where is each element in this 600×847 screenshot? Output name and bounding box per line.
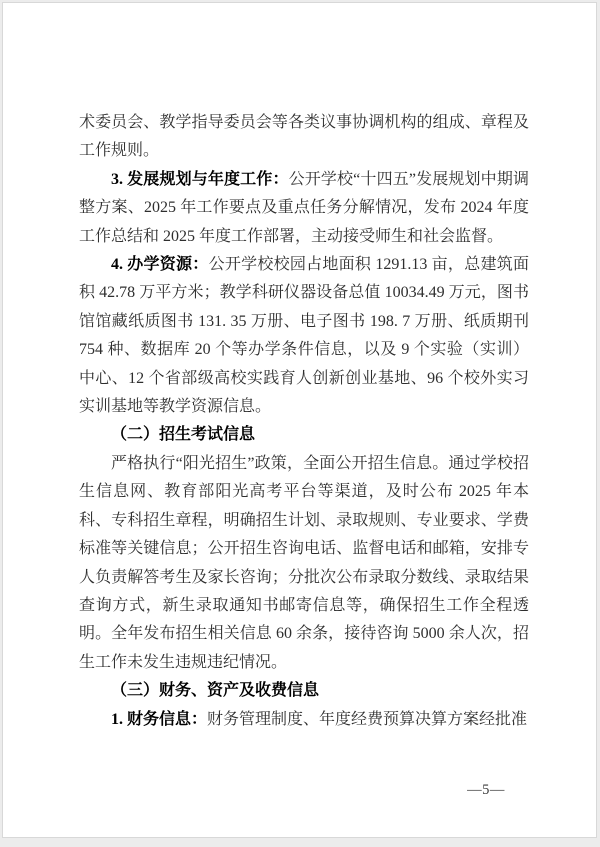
paragraph-text: 财务管理制度、年度经费预算决算方案经批准 [207,710,528,728]
paragraph-lead: 1. 财务信息： [111,710,208,728]
paragraph-text: 公开学校“十四五”发展规划中期调整方案、2025 年工作要点及重点任务分解情况，发布 2024 年度工作总结和 2025 年度工作部署，主动接受师生和社会监督。 [79,170,529,245]
paragraph-development-planning [79,166,529,251]
document-page [2,2,597,838]
page-body-text [79,109,529,734]
paragraph-finance-info [79,706,529,734]
paragraph-text: 公开学校校园占地面积 1291.13 亩，总建筑面积 42.78 万平方米；教学科研仪器设备总值 10034.49 万元，图书馆馆藏纸质图书 131. 35 万册、电子图书 198. 7 万册、纸质期刊 754 种、数据库 20 个等办学条件信息，以及 9 个实验（实训）中心、12 个省部级高校实践育人创新创业基地、96 个校外实习实训基地等教学资源信息。 [79,256,529,416]
paragraph-text: 严格执行“阳光招生”政策，全面公开招生信息。通过学校招生信息网、教育部阳光高考平台等渠道，及时公布 2025 年本科、专科招生章程，明确招生计划、录取规则、专业要求、学费标准等关键信息；公开招生咨询电话、监督电话和邮箱，安排专人负责解答考生及家长咨询；分批次公布录取分数线、录取结果查询方式，新生录取通知书邮寄信息等，确保招生工作全程透明。全年发布招生相关信息 60 余条，接待咨询 5000 余人次，招生工作未发生违规违纪情况。 [79,454,529,671]
page-number: —5— [467,782,505,798]
paragraph-governance-continuation [79,109,529,166]
paragraph-lead: 3. 发展规划与年度工作： [111,170,289,188]
paragraph-lead: 4. 办学资源： [111,256,209,274]
paragraph-text: 术委员会、教学指导委员会等各类议事协调机构的组成、章程及工作规则。 [79,114,529,160]
paragraph-school-resources [79,251,529,421]
heading-finance-assets-fees: （三）财务、资产及收费信息 [111,682,320,700]
heading-admissions-exam-info: （二）招生考试信息 [111,426,256,444]
paragraph-admissions-info [79,450,529,677]
